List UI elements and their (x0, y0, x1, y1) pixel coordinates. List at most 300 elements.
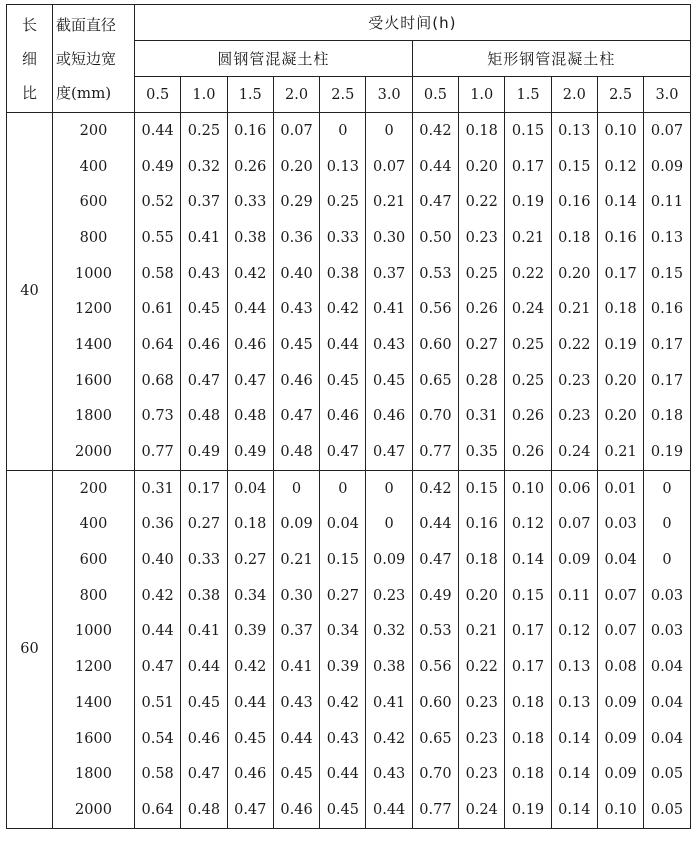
round-value-cell: 0.73 (135, 399, 181, 435)
time-header-round-3: 2.0 (273, 77, 319, 113)
round-value-cell: 0.44 (135, 113, 181, 149)
round-value-cell: 0.47 (366, 434, 412, 470)
rect-value-cell: 0.18 (505, 756, 551, 792)
round-value-cell: 0 (366, 470, 412, 506)
table-row (7, 327, 691, 363)
rect-value-cell: 0.26 (505, 434, 551, 470)
round-value-cell: 0.47 (227, 792, 273, 828)
slenderness-header-line-3: 比 (21, 83, 37, 102)
round-value-cell: 0.42 (320, 685, 366, 721)
section-size-cell: 800 (53, 220, 135, 256)
time-header-rect-0: 0.5 (412, 77, 458, 113)
round-value-cell: 0.07 (366, 149, 412, 185)
rect-value-cell: 0.20 (459, 149, 505, 185)
rect-value-cell: 0.18 (505, 685, 551, 721)
table-row (7, 721, 691, 757)
round-value-cell: 0.46 (181, 327, 227, 363)
round-value-cell: 0.31 (135, 470, 181, 506)
round-value-cell: 0.29 (273, 184, 319, 220)
section-size-cell: 1600 (53, 721, 135, 757)
rect-value-cell: 0.17 (644, 327, 690, 363)
table-row (7, 578, 691, 614)
round-value-cell: 0 (366, 113, 412, 149)
rect-value-cell: 0.19 (597, 327, 643, 363)
rect-value-cell: 0.13 (644, 220, 690, 256)
table-row (7, 149, 691, 185)
round-value-cell: 0.58 (135, 256, 181, 292)
round-value-cell: 0.41 (181, 614, 227, 650)
rect-value-cell: 0.49 (412, 578, 458, 614)
rect-value-cell: 0.35 (459, 434, 505, 470)
section-size-cell: 1800 (53, 399, 135, 435)
rect-value-cell: 0.04 (644, 649, 690, 685)
table-row (7, 363, 691, 399)
section-size-cell: 1800 (53, 756, 135, 792)
round-value-cell: 0.44 (227, 685, 273, 721)
round-value-cell: 0.47 (135, 649, 181, 685)
rect-value-cell: 0.42 (412, 470, 458, 506)
round-value-cell: 0.43 (366, 327, 412, 363)
table-row (7, 542, 691, 578)
rect-value-cell: 0.23 (459, 756, 505, 792)
rect-value-cell: 0.20 (597, 399, 643, 435)
round-value-cell: 0.64 (135, 792, 181, 828)
round-value-cell: 0.36 (135, 507, 181, 543)
rect-value-cell: 0.22 (551, 327, 597, 363)
round-value-cell: 0.30 (366, 220, 412, 256)
table-row (7, 256, 691, 292)
rect-value-cell: 0.21 (459, 614, 505, 650)
time-header-round-5: 3.0 (366, 77, 412, 113)
section-size-cell: 1400 (53, 685, 135, 721)
round-value-cell: 0.45 (273, 756, 319, 792)
round-value-cell: 0.43 (273, 685, 319, 721)
rect-value-cell: 0.14 (551, 756, 597, 792)
rect-value-cell: 0.22 (459, 184, 505, 220)
round-value-cell: 0.52 (135, 184, 181, 220)
round-value-cell: 0.41 (273, 649, 319, 685)
rect-value-cell: 0.09 (597, 756, 643, 792)
section-size-cell: 2000 (53, 434, 135, 470)
table-row (7, 756, 691, 792)
section-size-cell: 2000 (53, 792, 135, 828)
round-value-cell: 0.27 (181, 507, 227, 543)
rect-value-cell: 0.25 (505, 327, 551, 363)
rect-value-cell: 0.77 (412, 792, 458, 828)
time-header-rect-3: 2.0 (551, 77, 597, 113)
rect-value-cell: 0.21 (551, 291, 597, 327)
rect-value-cell: 0.19 (644, 434, 690, 470)
round-value-cell: 0.46 (227, 327, 273, 363)
section-size-cell: 1200 (53, 649, 135, 685)
rect-value-cell: 0.53 (412, 256, 458, 292)
rect-value-cell: 0.15 (551, 149, 597, 185)
round-value-cell: 0.13 (320, 149, 366, 185)
rect-value-cell: 0.77 (412, 434, 458, 470)
time-header-round-2: 1.5 (227, 77, 273, 113)
round-value-cell: 0 (366, 507, 412, 543)
round-value-cell: 0.44 (320, 756, 366, 792)
rect-value-cell: 0.11 (644, 184, 690, 220)
rect-value-cell: 0.15 (459, 470, 505, 506)
section-size-cell: 400 (53, 149, 135, 185)
rect-value-cell: 0.06 (551, 470, 597, 506)
round-value-cell: 0.23 (366, 578, 412, 614)
round-value-cell: 0.64 (135, 327, 181, 363)
round-value-cell: 0.32 (366, 614, 412, 650)
section-size-cell: 200 (53, 470, 135, 506)
round-value-cell: 0.40 (273, 256, 319, 292)
round-value-cell: 0.45 (366, 363, 412, 399)
rect-value-cell: 0.31 (459, 399, 505, 435)
round-value-cell: 0.41 (366, 291, 412, 327)
rect-value-cell: 0.15 (505, 578, 551, 614)
rect-value-cell: 0.56 (412, 649, 458, 685)
round-value-cell: 0.44 (320, 327, 366, 363)
section-size-cell: 1000 (53, 256, 135, 292)
round-value-cell: 0.46 (273, 363, 319, 399)
slenderness-ratio-cell: 60 (7, 470, 53, 828)
section-size-cell: 600 (53, 542, 135, 578)
rect-value-cell: 0.04 (644, 685, 690, 721)
rect-value-cell: 0.15 (644, 256, 690, 292)
time-header-rect-2: 1.5 (505, 77, 551, 113)
rect-value-cell: 0.07 (551, 507, 597, 543)
round-value-cell: 0.09 (366, 542, 412, 578)
section-size-cell: 1000 (53, 614, 135, 650)
slenderness-ratio-cell: 40 (7, 113, 53, 471)
round-value-cell: 0.21 (273, 542, 319, 578)
round-value-cell: 0.45 (181, 291, 227, 327)
round-value-cell: 0.04 (320, 507, 366, 543)
table-row (7, 184, 691, 220)
round-value-cell: 0.37 (366, 256, 412, 292)
rect-value-cell: 0.03 (644, 614, 690, 650)
rect-value-cell: 0.17 (597, 256, 643, 292)
round-value-cell: 0.41 (366, 685, 412, 721)
table-row (7, 507, 691, 543)
rect-value-cell: 0.14 (551, 721, 597, 757)
slenderness-header-line-1: 长 (21, 15, 37, 34)
rect-value-cell: 0.25 (505, 363, 551, 399)
rect-value-cell: 0.05 (644, 756, 690, 792)
round-value-cell: 0.43 (366, 756, 412, 792)
rect-value-cell: 0.05 (644, 792, 690, 828)
rect-value-cell: 0.53 (412, 614, 458, 650)
rect-value-cell: 0.23 (551, 363, 597, 399)
round-value-cell: 0.46 (227, 756, 273, 792)
round-value-cell: 0.77 (135, 434, 181, 470)
round-value-cell: 0.43 (273, 291, 319, 327)
round-value-cell: 0.33 (320, 220, 366, 256)
round-value-cell: 0.09 (273, 507, 319, 543)
section-size-cell: 600 (53, 184, 135, 220)
time-header-rect-1: 1.0 (459, 77, 505, 113)
table-row (7, 685, 691, 721)
rect-value-cell: 0 (644, 507, 690, 543)
rect-value-cell: 0.17 (505, 649, 551, 685)
rect-value-cell: 0.14 (551, 792, 597, 828)
rect-value-cell: 0.20 (597, 363, 643, 399)
time-header-rect-4: 2.5 (597, 77, 643, 113)
round-value-cell: 0.49 (135, 149, 181, 185)
rect-column-group-header: 矩形钢管混凝土柱 (412, 41, 690, 77)
round-value-cell: 0.33 (227, 184, 273, 220)
rect-value-cell: 0.04 (597, 542, 643, 578)
round-value-cell: 0.46 (181, 721, 227, 757)
section-size-header-line-3: 度(mm) (56, 83, 112, 102)
rect-value-cell: 0.12 (551, 614, 597, 650)
rect-value-cell: 0.56 (412, 291, 458, 327)
round-value-cell: 0.07 (273, 113, 319, 149)
section-size-cell: 1600 (53, 363, 135, 399)
round-column-group-header: 圆钢管混凝土柱 (135, 41, 413, 77)
rect-value-cell: 0.65 (412, 721, 458, 757)
round-value-cell: 0.44 (135, 614, 181, 650)
rect-value-cell: 0.26 (459, 291, 505, 327)
round-value-cell: 0.48 (227, 399, 273, 435)
round-value-cell: 0.38 (366, 649, 412, 685)
rect-value-cell: 0.47 (412, 184, 458, 220)
rect-value-cell: 0.14 (597, 184, 643, 220)
rect-value-cell: 0.12 (597, 149, 643, 185)
round-value-cell: 0.42 (227, 256, 273, 292)
round-value-cell: 0.15 (320, 542, 366, 578)
rect-value-cell: 0.17 (644, 363, 690, 399)
round-value-cell: 0.42 (366, 721, 412, 757)
round-value-cell: 0.16 (227, 113, 273, 149)
rect-value-cell: 0.04 (644, 721, 690, 757)
rect-value-cell: 0.23 (459, 220, 505, 256)
rect-value-cell: 0.07 (597, 578, 643, 614)
fire-time-header: 受火时间(h) (135, 5, 691, 41)
round-value-cell: 0.26 (227, 149, 273, 185)
round-value-cell: 0.47 (227, 363, 273, 399)
rect-value-cell: 0.09 (597, 721, 643, 757)
section-size-header (53, 5, 135, 113)
round-value-cell: 0.34 (227, 578, 273, 614)
round-value-cell: 0.54 (135, 721, 181, 757)
rect-value-cell: 0.13 (551, 649, 597, 685)
rect-value-cell: 0.18 (459, 113, 505, 149)
round-value-cell: 0.42 (320, 291, 366, 327)
round-value-cell: 0.47 (181, 363, 227, 399)
round-value-cell: 0.25 (320, 184, 366, 220)
rect-value-cell: 0.10 (505, 470, 551, 506)
round-value-cell: 0.34 (320, 614, 366, 650)
round-value-cell: 0.47 (273, 399, 319, 435)
round-value-cell: 0.68 (135, 363, 181, 399)
round-value-cell: 0.30 (273, 578, 319, 614)
time-header-round-1: 1.0 (181, 77, 227, 113)
rect-value-cell: 0.19 (505, 184, 551, 220)
table-row (7, 399, 691, 435)
rect-value-cell: 0.10 (597, 792, 643, 828)
round-value-cell: 0.43 (181, 256, 227, 292)
rect-value-cell: 0.21 (597, 434, 643, 470)
rect-value-cell: 0.20 (551, 256, 597, 292)
rect-value-cell: 0.18 (644, 399, 690, 435)
rect-value-cell: 0.22 (459, 649, 505, 685)
rect-value-cell: 0.09 (597, 685, 643, 721)
section-size-header-line-2: 或短边宽 (56, 49, 117, 68)
rect-value-cell: 0.44 (412, 507, 458, 543)
round-value-cell: 0.44 (273, 721, 319, 757)
round-value-cell: 0.27 (227, 542, 273, 578)
round-value-cell: 0.45 (227, 721, 273, 757)
table-row (7, 792, 691, 828)
round-value-cell: 0.39 (320, 649, 366, 685)
rect-value-cell: 0.16 (644, 291, 690, 327)
rect-value-cell: 0.50 (412, 220, 458, 256)
round-value-cell: 0.42 (135, 578, 181, 614)
round-value-cell: 0.46 (273, 792, 319, 828)
table-row (7, 291, 691, 327)
round-value-cell: 0.44 (227, 291, 273, 327)
rect-value-cell: 0.60 (412, 685, 458, 721)
rect-value-cell: 0.17 (505, 614, 551, 650)
rect-value-cell: 0.19 (505, 792, 551, 828)
round-value-cell: 0.37 (273, 614, 319, 650)
round-value-cell: 0 (320, 470, 366, 506)
rect-value-cell: 0.23 (459, 685, 505, 721)
section-size-cell: 400 (53, 507, 135, 543)
round-value-cell: 0.27 (320, 578, 366, 614)
rect-value-cell: 0.26 (505, 399, 551, 435)
rect-value-cell: 0.10 (597, 113, 643, 149)
rect-value-cell: 0.60 (412, 327, 458, 363)
round-value-cell: 0.41 (181, 220, 227, 256)
table-row (7, 220, 691, 256)
rect-value-cell: 0.18 (597, 291, 643, 327)
round-value-cell: 0 (273, 470, 319, 506)
rect-value-cell: 0.01 (597, 470, 643, 506)
round-value-cell: 0.46 (366, 399, 412, 435)
rect-value-cell: 0.18 (505, 721, 551, 757)
table-row (7, 614, 691, 650)
time-header-round-0: 0.5 (135, 77, 181, 113)
round-value-cell: 0.49 (227, 434, 273, 470)
round-value-cell: 0.58 (135, 756, 181, 792)
round-value-cell: 0.51 (135, 685, 181, 721)
round-value-cell: 0.38 (320, 256, 366, 292)
round-value-cell: 0.48 (181, 399, 227, 435)
rect-value-cell: 0.22 (505, 256, 551, 292)
rect-value-cell: 0.03 (644, 578, 690, 614)
rect-value-cell: 0.21 (505, 220, 551, 256)
rect-value-cell: 0.13 (551, 113, 597, 149)
round-value-cell: 0.48 (181, 792, 227, 828)
round-value-cell: 0.61 (135, 291, 181, 327)
rect-value-cell: 0.16 (551, 184, 597, 220)
round-value-cell: 0.48 (273, 434, 319, 470)
round-value-cell: 0.25 (181, 113, 227, 149)
rect-value-cell: 0.47 (412, 542, 458, 578)
round-value-cell: 0.47 (320, 434, 366, 470)
rect-value-cell: 0 (644, 470, 690, 506)
round-value-cell: 0.38 (181, 578, 227, 614)
round-value-cell: 0.55 (135, 220, 181, 256)
rect-value-cell: 0.13 (551, 685, 597, 721)
rect-value-cell: 0.28 (459, 363, 505, 399)
rect-value-cell: 0.07 (644, 113, 690, 149)
round-value-cell: 0.33 (181, 542, 227, 578)
rect-value-cell: 0.23 (459, 721, 505, 757)
table-row (7, 470, 691, 506)
rect-value-cell: 0.42 (412, 113, 458, 149)
rect-value-cell: 0 (644, 542, 690, 578)
round-value-cell: 0.37 (181, 184, 227, 220)
round-value-cell: 0 (320, 113, 366, 149)
section-size-header-line-1: 截面直径 (56, 15, 117, 34)
rect-value-cell: 0.44 (412, 149, 458, 185)
rect-value-cell: 0.24 (505, 291, 551, 327)
rect-value-cell: 0.23 (551, 399, 597, 435)
rect-value-cell: 0.08 (597, 649, 643, 685)
round-value-cell: 0.36 (273, 220, 319, 256)
round-value-cell: 0.32 (181, 149, 227, 185)
rect-value-cell: 0.17 (505, 149, 551, 185)
slenderness-header-line-2: 细 (21, 49, 37, 68)
rect-value-cell: 0.18 (551, 220, 597, 256)
round-value-cell: 0.43 (320, 721, 366, 757)
rect-value-cell: 0.09 (551, 542, 597, 578)
slenderness-header (7, 5, 53, 113)
round-value-cell: 0.45 (320, 363, 366, 399)
time-header-round-4: 2.5 (320, 77, 366, 113)
round-value-cell: 0.17 (181, 470, 227, 506)
rect-value-cell: 0.27 (459, 327, 505, 363)
table-row (7, 649, 691, 685)
rect-value-cell: 0.24 (459, 792, 505, 828)
round-value-cell: 0.47 (181, 756, 227, 792)
round-value-cell: 0.04 (227, 470, 273, 506)
rect-value-cell: 0.12 (505, 507, 551, 543)
rect-value-cell: 0.11 (551, 578, 597, 614)
round-value-cell: 0.40 (135, 542, 181, 578)
rect-value-cell: 0.24 (551, 434, 597, 470)
rect-value-cell: 0.14 (505, 542, 551, 578)
rect-value-cell: 0.70 (412, 756, 458, 792)
rect-value-cell: 0.09 (644, 149, 690, 185)
rect-value-cell: 0.16 (459, 507, 505, 543)
rect-value-cell: 0.25 (459, 256, 505, 292)
rect-value-cell: 0.65 (412, 363, 458, 399)
round-value-cell: 0.38 (227, 220, 273, 256)
rect-value-cell: 0.07 (597, 614, 643, 650)
round-value-cell: 0.45 (181, 685, 227, 721)
round-value-cell: 0.18 (227, 507, 273, 543)
section-size-cell: 1400 (53, 327, 135, 363)
table-row (7, 434, 691, 470)
rect-value-cell: 0.15 (505, 113, 551, 149)
rect-value-cell: 0.03 (597, 507, 643, 543)
round-value-cell: 0.45 (273, 327, 319, 363)
round-value-cell: 0.45 (320, 792, 366, 828)
round-value-cell: 0.42 (227, 649, 273, 685)
rect-value-cell: 0.20 (459, 578, 505, 614)
round-value-cell: 0.21 (366, 184, 412, 220)
section-size-cell: 1200 (53, 291, 135, 327)
rect-value-cell: 0.16 (597, 220, 643, 256)
section-size-cell: 800 (53, 578, 135, 614)
rect-value-cell: 0.18 (459, 542, 505, 578)
section-size-cell: 200 (53, 113, 135, 149)
round-value-cell: 0.49 (181, 434, 227, 470)
rect-value-cell: 0.70 (412, 399, 458, 435)
table-row (7, 113, 691, 149)
round-value-cell: 0.44 (366, 792, 412, 828)
